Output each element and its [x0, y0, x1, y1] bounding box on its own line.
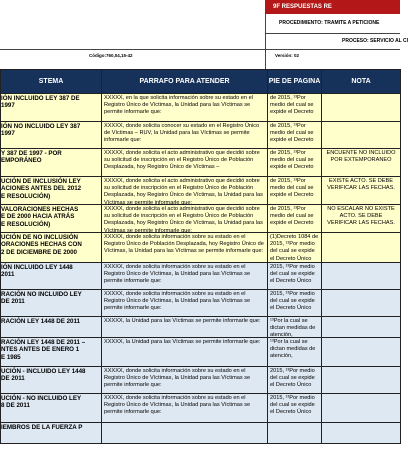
sistema-line: UCIÓN - NO INCLUIDO LEY — [1, 395, 82, 402]
cell-pie-de-pagina-text — [270, 424, 319, 442]
cell-parrafo — [102, 122, 268, 149]
sistema-line: E 1985 — [1, 353, 21, 361]
document-version: Versión: 02 — [275, 53, 300, 58]
cell-sistema — [1, 290, 102, 317]
cell-sistema — [1, 394, 102, 423]
cell-sistema — [1, 205, 102, 233]
cell-parrafo — [102, 177, 268, 205]
cell-sistema — [1, 423, 102, 444]
cell-pie-de-pagina — [268, 317, 322, 338]
cell-nota-text — [324, 95, 398, 120]
cell-parrafo-text: XXXXX, donde solicita el acto administrativo que decidió sobre su solicitud de inscripción en el Registro Único de Población Desplazada, hoy Registro Único de Víctimas, la Unidad para las Víctimas se permite informarle que: — [104, 206, 263, 234]
sistema-line: Y 387 DE 1997 - POR — [1, 150, 62, 157]
responses-table — [0, 69, 401, 444]
sistema-line: IÓN INCLUIDO LEY 387 DE — [1, 95, 80, 102]
sistema-line: DE 2011 — [1, 298, 25, 306]
column-header-parrafo: PARRAFO PARA ATENDER — [102, 70, 268, 94]
table-body — [1, 94, 401, 444]
cell-parrafo-text: XXXXX, donde solicita información sobre su estado en el Registro Único de Víctimas, la Unidad para las Víctimas se permite informarle que: — [104, 368, 251, 389]
cell-pie-de-pagina-text: 2015, ¹³Por medio del cual se expide el Decreto Único — [270, 291, 315, 312]
table-row — [1, 205, 401, 233]
cell-sistema — [1, 94, 102, 122]
sistema-line: 8 DE 2011 — [1, 402, 30, 410]
cell-nota — [322, 149, 401, 177]
sistema-line: RACIÓN LEY 1448 DE 2011 – — [1, 339, 86, 346]
document-code: Código:760,04,15-42 — [89, 53, 133, 58]
cell-nota — [322, 122, 401, 149]
table-row — [1, 263, 401, 290]
cell-nota — [322, 94, 401, 122]
cell-parrafo-text: XXXXX, donde solicita información sobre su estado en el Registro Único de Población Desplazada, hoy Registro Único de Víctimas, la Unidad para las Víctimas se permite informarle que: — [104, 234, 264, 255]
cell-parrafo-text: XXXXX, donde solicita el acto administrativo que decidió sobre su solicitud de inscripción en el Registro Único de Población Desplazada, hoy Registro Único de Víctimas – — [104, 150, 260, 171]
cell-pie-de-pagina — [268, 233, 322, 263]
cell-nota — [322, 338, 401, 367]
cell-parrafo — [102, 233, 268, 263]
cell-parrafo — [102, 394, 268, 423]
cell-sistema — [1, 122, 102, 149]
cell-parrafo — [102, 94, 268, 122]
sistema-line: E RESOLUCIÓN) — [1, 192, 51, 200]
cell-parrafo-text: XXXXX, donde solicita el acto administrativo que decidió sobre su solicitud de inscripción en el Registro Único de Población Desplazada, hoy Registro Único de Víctimas, la Unidad para las Víctimas se permite informarle que: — [104, 178, 263, 206]
cell-pie-de-pagina-text: ¹³Por la cual se dictan medidas de atención, — [270, 318, 316, 339]
cell-pie-de-pagina-text: de 2015, ¹³Por medio del cual se expide el Decreto — [270, 150, 314, 171]
cell-nota-text — [324, 368, 398, 392]
cell-pie-de-pagina — [268, 367, 322, 394]
cell-parrafo — [102, 338, 268, 367]
cell-parrafo — [102, 367, 268, 394]
cell-pie-de-pagina-text: 2015, ¹³Por medio del cual se expide el Decreto Único — [270, 368, 315, 389]
column-header-pie-de-pagina: PIE DE PAGINA — [268, 70, 322, 94]
table-row — [1, 394, 401, 423]
cell-pie-de-pagina — [268, 205, 322, 233]
cell-nota — [322, 394, 401, 423]
cell-pie-de-pagina-text: 2015, ¹³Por medio del cual se expide el Decreto Único — [270, 395, 315, 416]
cell-pie-de-pagina — [268, 94, 322, 122]
cell-parrafo — [102, 290, 268, 317]
sistema-line: UCIÓN DE NO INCLUSIÓN — [1, 234, 79, 241]
cell-nota — [322, 367, 401, 394]
column-header-nota: NOTA — [322, 70, 401, 94]
sistema-line: RACIÓN LEY 1448 DE 2011 — [1, 318, 80, 325]
sistema-line: 1997 — [1, 130, 15, 138]
table-row — [1, 122, 401, 149]
sistema-line: UCIÓN - INCLUIDO LEY 1448 — [1, 368, 86, 375]
sistema-line: EMPORÁNEO — [1, 157, 42, 165]
sistema-line: E DE 2000 HACIA ATRÁS — [1, 213, 75, 221]
sistema-line: DE 2011 — [1, 375, 25, 383]
cell-nota — [322, 263, 401, 290]
table-row — [1, 423, 401, 444]
sistema-line: 1997 — [1, 102, 15, 110]
cell-parrafo-text: XXXXX, donde solicita información sobre su estado en el Registro Único de Víctimas, la Unidad para las Víctimas se permite informarle que: — [104, 395, 251, 416]
cell-nota-text — [324, 291, 398, 315]
cell-parrafo-text: XXXXX, en la que solicita información sobre su estado en el Registro Único de Víctimas, la Unidad para las Víctimas se permite informarle que: — [104, 95, 253, 116]
cell-nota-text — [324, 123, 398, 147]
cell-parrafo-text: XXXXX, donde solicita información sobre su estado en el Registro Único de Víctimas, la Unidad para las Víctimas se permite informarle que: — [104, 264, 251, 285]
table-row — [1, 177, 401, 205]
sistema-line: NTES ANTES DE ENERO 1 — [1, 346, 80, 354]
document-header — [0, 0, 408, 69]
cell-parrafo-text: XXXXX, donde solicita información sobre su estado en el Registro Único de Víctimas, la Unidad para las Víctimas se permite informarle que: — [104, 291, 251, 312]
cell-pie-de-pagina-text: de 2015, ¹³Por medio del cual se expide el Decreto — [270, 123, 314, 144]
cell-pie-de-pagina — [268, 338, 322, 367]
sistema-line: IEMBROS DE LA FUERZA P — [1, 424, 83, 431]
cell-parrafo — [102, 317, 268, 338]
cell-pie-de-pagina — [268, 149, 322, 177]
cell-parrafo-text — [104, 424, 265, 442]
table-row — [1, 367, 401, 394]
cell-parrafo — [102, 149, 268, 177]
cell-sistema — [1, 233, 102, 263]
sistema-line: VALORACIONES HECHAS — [1, 206, 79, 213]
cell-pie-de-pagina — [268, 394, 322, 423]
cell-pie-de-pagina — [268, 263, 322, 290]
sistema-line: ACIONES ANTES DEL 2012 — [1, 185, 82, 193]
sistema-line: IÓN NO INCLUIDO LEY 387 — [1, 123, 81, 130]
cell-parrafo-text: XXXXX, donde solicita conocer su estado en el Registro Único de Víctimas – RUV, la Unidad para las Víctimas se permite informarle que: — [104, 123, 260, 144]
cell-pie-de-pagina — [268, 122, 322, 149]
cell-pie-de-pagina — [268, 290, 322, 317]
table-row — [1, 317, 401, 338]
table-row — [1, 233, 401, 263]
cell-sistema — [1, 177, 102, 205]
column-header-sistema: STEMA — [1, 70, 102, 94]
cell-nota-text — [324, 339, 398, 365]
cell-nota-text: ENCUENTE NO INCLUIDO POR EXTEMPORANEO — [326, 150, 396, 164]
table-row — [1, 338, 401, 367]
cell-nota — [322, 423, 401, 444]
cell-nota-text — [324, 234, 398, 261]
cell-parrafo — [102, 423, 268, 444]
sistema-line: 2 DE DICIEMBRE DE 2000 — [1, 248, 77, 256]
table-row — [1, 149, 401, 177]
cell-pie-de-pagina-text: (1)Decreto 1084 de 2015, ¹³Por medio del cual se expide el Decreto Único — [270, 234, 319, 262]
sistema-line: RACIÓN NO INCLUIDO LEY — [1, 291, 82, 298]
cell-parrafo-text: XXXXX, la Unidad para las Víctimas se permite informarle que: — [104, 318, 261, 324]
cell-nota-text — [324, 318, 398, 336]
cell-nota-text: NO ESCALAR NO EXISTE ACTO. SE DEBE VERIFICAR LAS FECHAS. — [327, 206, 395, 227]
cell-sistema — [1, 149, 102, 177]
cell-nota-text — [324, 395, 398, 421]
cell-pie-de-pagina — [268, 423, 322, 444]
table-row — [1, 290, 401, 317]
cell-sistema — [1, 367, 102, 394]
cell-nota-text: EXISTE ACTO. SE DEBE VERIFICAR LAS FECHAS. — [327, 178, 395, 192]
cell-pie-de-pagina-text: de 2015, ¹³Por medio del cual se expide el Decreto — [270, 206, 314, 227]
cell-nota — [322, 233, 401, 263]
sistema-line: IÓN INCLUIDO LEY 1448 — [1, 264, 73, 271]
cell-parrafo-text: XXXXX, la Unidad para las Víctimas se permite informarle que: — [104, 339, 261, 345]
sistema-line: 2011 — [1, 271, 15, 279]
cell-nota — [322, 177, 401, 205]
cell-nota-text — [324, 264, 398, 288]
cell-sistema — [1, 263, 102, 290]
cell-pie-de-pagina-text: 2015, ¹³Por medio del cual se expide el Decreto Único — [270, 264, 315, 285]
header-red-banner: 9F RESPUESTAS RE — [265, 0, 400, 14]
cell-parrafo — [102, 263, 268, 290]
table-header-row — [1, 70, 401, 94]
table-row — [1, 94, 401, 122]
cell-pie-de-pagina — [268, 177, 322, 205]
cell-nota — [322, 205, 401, 233]
cell-pie-de-pagina-text: de 2015, ¹³Por medio del cual se expide el Decreto — [270, 95, 314, 116]
sistema-line: E RESOLUCIÓN) — [1, 220, 51, 228]
cell-nota — [322, 317, 401, 338]
cell-nota — [322, 290, 401, 317]
header-proceso: PROCESO: SERVICIO AL CI — [265, 33, 400, 49]
cell-sistema — [1, 317, 102, 338]
cell-parrafo — [102, 205, 268, 233]
cell-pie-de-pagina-text: de 2015, ¹³Por medio del cual se expide el Decreto — [270, 178, 314, 199]
header-divider-horizontal — [0, 49, 400, 50]
sistema-line: UCIÓN DE INCLUSIÓN LEY — [1, 178, 81, 185]
cell-nota-text — [324, 424, 398, 442]
header-procedimiento: PROCEDIMIENTO: TRAMITE A PETICIONE — [265, 14, 400, 33]
header-divider-vertical — [265, 0, 266, 69]
cell-pie-de-pagina-text: ¹³Por la cual se dictan medidas de atención, — [270, 339, 316, 360]
sistema-line: ORACIONES HECHAS CON — [1, 241, 82, 249]
cell-sistema — [1, 338, 102, 367]
